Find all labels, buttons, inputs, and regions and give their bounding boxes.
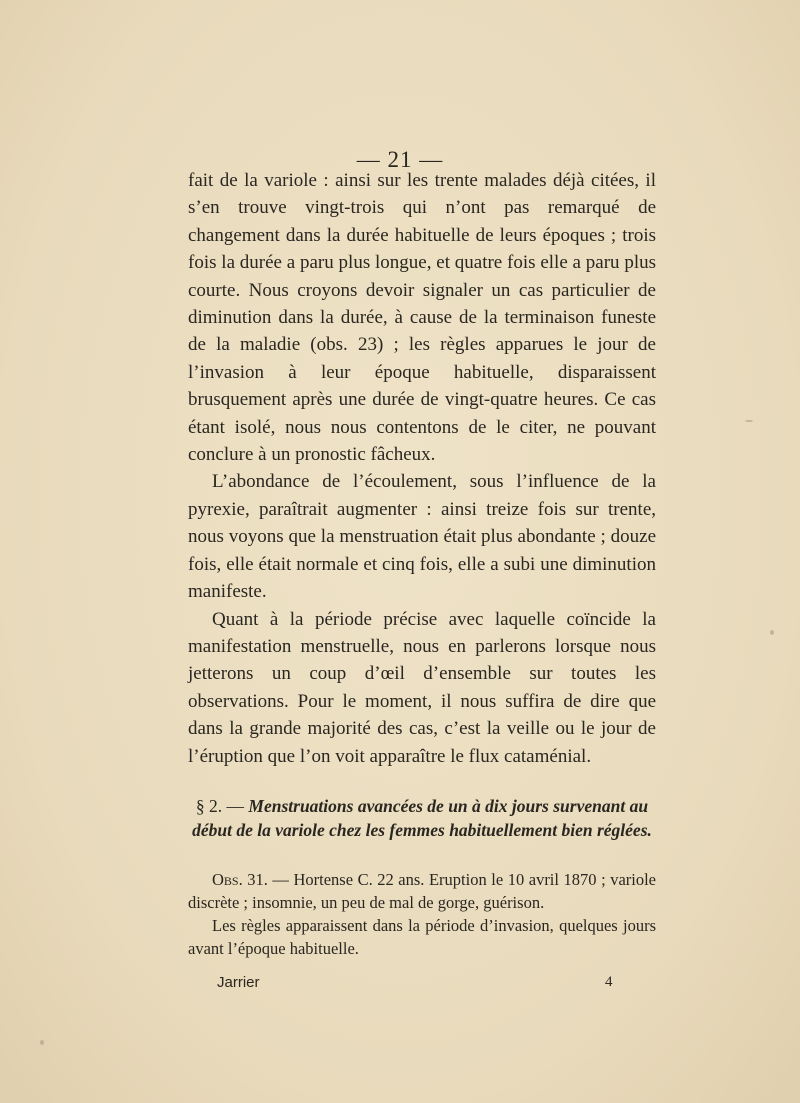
paper-speck: [40, 1040, 44, 1045]
observation-para-2: Les règles apparaissent dans la période d’invasion, quelques jours avant l’époque habituelle.: [188, 916, 656, 958]
section-title: Menstruations avancées de un à dix jours survenant au début de la variole chez les femmes habituellement bien réglées.: [192, 796, 652, 840]
observation: [188, 868, 656, 960]
paper-speck: [770, 630, 774, 635]
paragraph-3: Quant à la période précise avec laquelle coïncide la manifestation menstruelle, nous en parlerons lorsque nous jetterons un coup d’œil d’ensemble sur toutes les observations. Pour le moment, il nous suffira de dire que dans la grande majorité des cas, c’est la veille ou le jour de l’éruption que l’on voit apparaître le flux cataménial.: [188, 608, 656, 767]
paragraph-1: fait de la variole : ainsi sur les trente malades déjà citées, il s’en trouve vingt-trois qui n’ont pas remarqué de changement dans la durée habituelle de leurs époques ; trois fois la durée a paru plus longue, et quatre fois elle a paru plus courte. Nous croyons devoir signaler un cas particulier de diminution dans la durée, à cause de la terminaison funeste de la maladie (obs. 23) ; les règles apparues le jour de l’invasion à leur époque habituelle, disparaissent brusquement après une durée de vingt-quatre heures. Ce cas étant isolé, nous nous contentons de le citer, ne pouvant conclure à un pronostic fâcheux.: [188, 170, 656, 466]
paper-speck: [745, 420, 753, 422]
observation-text: — Hortense C. 22 ans. Eruption le 10 avril 1870 ; variole discrète ; insomnie, un peu de mal de gorge, guérison.: [188, 870, 657, 912]
footer-signature: 4: [605, 974, 613, 990]
paragraph-2: L’abondance de l’écoulement, sous l’influence de la pyrexie, paraîtrait augmenter : ainsi treize fois sur trente, nous voyons que la menstruation était plus abondante ; douze fois, elle était normale et cinq fois, elle a subi une diminution manifeste.: [188, 471, 656, 603]
observation-label: Obs. 31.: [212, 870, 268, 889]
footer-author: Jarrier: [217, 974, 260, 991]
section-heading: [188, 794, 656, 842]
observation-para-1: [188, 868, 656, 914]
page-number: — 21 —: [356, 147, 444, 172]
section-label: § 2. —: [195, 796, 245, 816]
body-text: [188, 167, 656, 770]
